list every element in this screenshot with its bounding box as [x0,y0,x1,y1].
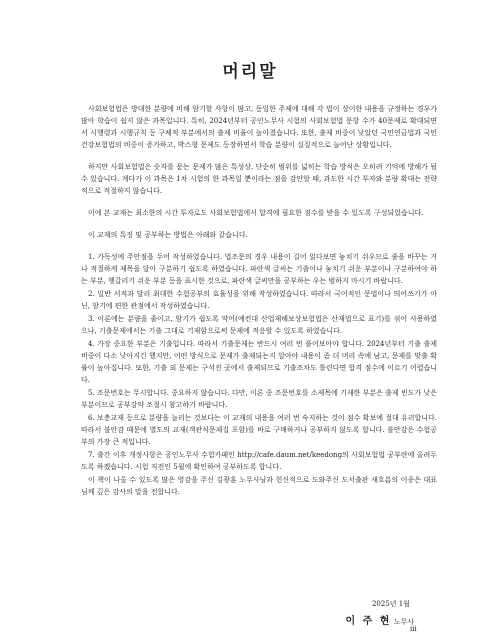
list-item: 5. 조문번호는 무시합니다. 중요하지 않습니다. 다만, 이론 중 조문번호를 소제목에 기재한 부분은 출제 빈도가 낮은 부분이므로 공부강약 조절시 참고하기 바랍니다. [81,389,437,409]
author-name: 이 주 현 [345,616,392,627]
list-item: 1. 가독성에 주안점을 두어 작성하였습니다. 법조문의 경우 내용이 길어 읽다보면 놓치기 쉬우므로 줄을 바꾸는 거나 적절하게 제목을 달아 구분하기 쉽도록 하였습니다. 파란색 글씨는 기출이나 놓치기 쉬운 부분이나 구분하여야 하는 부분, 헷갈리기 쉬운 부분 등을 표시한 것으로, 파란색 글씨만을 공부하는 우는 범하지 마시기 바랍니다. [81,253,437,285]
list-item: 6. 보충교재 등으로 분량을 늘리는 것보다는 이 교재의 내용을 여러 번 숙지하는 것이 점수 확보에 절대 유리합니다. 따라서 불안감 때문에 별도의 교재(객관식문제집 포함)를 바로 구매하거나 공부하지 않도록 합니다. 불안감은 수험공부의 가장 큰 적입니다. [81,414,437,446]
paragraph-intro: 사회보험법은 방대한 분량에 비해 암기할 사항이 많고, 동일한 주제에 대해 각 법이 상이한 내용을 규정하는 경우가 많아 학습이 쉽지 않은 과목입니다. 특히, 2024년부터 공인노무사 시험의 사회보험법 문항 수가 40문제로 확대되면서 시행령과 시행규칙 등 구체적 부분에서의 출제 비율이 높아졌습니다. 또한, 출제 비중이 낮았던 국민연금법과 국민건강보험법의 비중이 증가하고, 박스형 문제도 등장하면서 학습 분량이 실질적으로 늘어난 상황입니다. [81,105,437,149]
page-number: iii [410,625,417,633]
list-item: 7. 출간 이후 개정사항은 공인노무사 수험카페인 http://cafe.daum.net/keedong의 사회보험법 공부란에 올려두도록 하겠습니다. 시험 직전인 5월에 확인하여 공부하도록 합니다. [81,451,437,471]
preface-body [81,103,437,508]
paragraph-purpose: 이에 본 교재는 최소한의 시간 투자로도 사회보험법에서 합격에 필요한 점수를 받을 수 있도록 구성되었습니다. [88,209,424,217]
author-role: 노무사 [393,618,414,626]
paragraph-features-intro: 이 교재의 특징 및 공부하는 방법은 아래와 같습니다. [88,231,248,239]
list-item: 3. 이론에는 분량을 줄이고, 암기가 쉽도록 약어(예컨대 산업재해보상보험법은 산재법으로 표기)를 섞어 사용하였으나, 기출문제에서는 기출 그대로 기재함으로써 문제에 적응할 수 있도록 하였습니다. [81,315,437,335]
signature [0,612,414,627]
list-item: 2. 일반 서적과 달리 최대한 수험공부의 효율성을 위해 작성하였습니다. 따라서 국어적인 문법이나 띄어쓰기가 아닌, 암기에 편한 관점에서 작성하였습니다. [81,290,437,310]
paragraph-closing: 이 책이 나올 수 있도록 많은 영감을 주신 김광훈 노무사님과 헌신적으로 도와주신 도서출판 새흐름의 이종은 대표님께 깊은 감사의 말을 전합니다. [81,476,437,496]
list-item: 4. 가장 중요한 부분은 기출입니다. 따라서 기출문제는 반드시 여러 번 풀어보아야 합니다. 2024년부터 기출 출제 비중이 다소 낮아지긴 했지만, 어떤 방식으로 문제가 출제되는지 알아야 내용이 좀 더 머리 속에 남고, 문제를 맞출 확률이 높아집니다. 또한, 기출 외 문제는 구석진 곳에서 출제되므로 기출조차도 틀린다면 합격 점수에 이르기 어렵습니다. [81,340,437,384]
paragraph-strategy: 하지만 사회보험법은 숫자를 묻는 문제가 많은 특성상, 단순히 범위를 넓히는 학습 방식은 오히려 기억에 방해가 될 수 있습니다. 게다가 이 과목은 1차 시험의 한 과목일 뿐이라는 점을 감안할 때, 과도한 시간 투자와 분량 확대는 전략적으로 적절하지 않습니다. [81,163,437,195]
signature-date: 2025년 1월 [371,600,410,608]
page-title: 머리말 [222,62,278,82]
